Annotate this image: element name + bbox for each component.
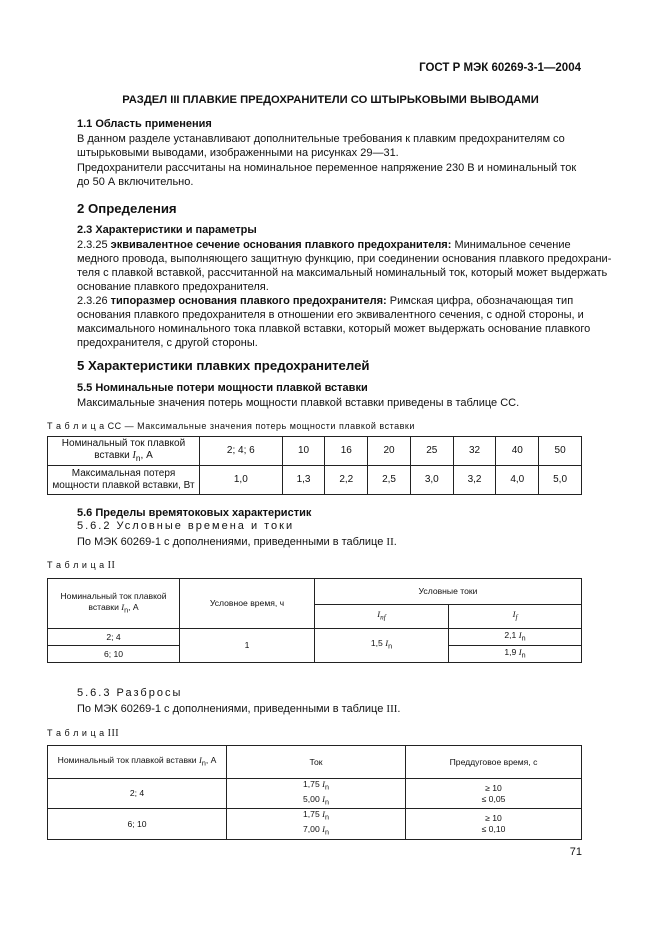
table-cell: 1,3: [282, 466, 325, 495]
table-cell: [449, 646, 582, 663]
definition-number: 2.3.25: [77, 239, 108, 251]
cell-text: , А: [128, 601, 139, 612]
cell-text: Номинальный ток плавкой: [60, 590, 167, 601]
heading-2: 2 Определения: [77, 201, 177, 216]
definition-2-3-25: [77, 238, 571, 252]
cell-text: , А: [205, 754, 217, 765]
definition-line: основание плавкого предохранителя.: [77, 281, 269, 293]
table-cell: [48, 437, 200, 466]
table-cell: 20: [368, 437, 411, 466]
para-1-1-line2: штырьковыми выводами, изображенными на рисунках 29—31.: [77, 147, 399, 159]
table-cell: Условное время, ч: [180, 579, 315, 629]
table-iii: [47, 745, 582, 840]
cell-text: ≤ 0,05: [481, 793, 506, 804]
table-row: [48, 629, 582, 646]
table-cell: 40: [496, 437, 539, 466]
symbol: I: [322, 824, 325, 835]
table-cc-caption: Т а б л и ц а СС — Максимальные значения потерь мощности плавкой вставки: [47, 421, 415, 431]
para-1-1-line1: В данном разделе устанавливают дополнительные требования к плавким предохранителям со: [77, 133, 565, 145]
heading-5-6-2: 5.6.2 Условные времена и токи: [77, 520, 295, 532]
symbol-sub: nf: [380, 613, 386, 622]
symbol-sub: n: [325, 783, 329, 792]
symbol: I: [518, 646, 522, 657]
table-cell: [315, 629, 449, 663]
symbol: I: [518, 629, 522, 640]
symbol: I: [377, 609, 381, 620]
table-row: [48, 437, 582, 466]
para-text: По МЭК 60269-1 с дополнениями, приведенными в таблице: [77, 703, 387, 715]
symbol: I: [322, 809, 325, 820]
table-cell: Ток: [227, 746, 406, 779]
symbol: I: [385, 638, 389, 649]
para-1-1-line4: до 50 А включительно.: [77, 176, 194, 188]
table-cell: 2,2: [325, 466, 368, 495]
cell-text: Номинальный ток плавкой вставки: [57, 754, 199, 765]
table-cell: 16: [325, 437, 368, 466]
cell-text: Максимальная потеря: [71, 468, 176, 479]
table-cell: [315, 605, 449, 629]
definition-line: основания плавкого предохранителя в отношении его эквивалентного сечения, с одной стороны, и: [77, 309, 584, 321]
para-5-5: Максимальные значения потерь мощности плавкой вставки приведены в таблице СС.: [77, 397, 520, 409]
symbol-sub: n: [201, 759, 206, 768]
definition-2-3-26: [77, 294, 573, 308]
cell-text: ≤ 0,10: [481, 824, 506, 835]
symbol-sub: n: [388, 642, 393, 651]
symbol-sub: n: [521, 634, 526, 643]
symbol-sub: n: [521, 651, 526, 660]
table-cell: 25: [410, 437, 453, 466]
definition-number: 2.3.26: [77, 295, 108, 307]
page-number: 71: [569, 846, 582, 858]
cell-text: [227, 794, 405, 809]
section-title: РАЗДЕЛ III ПЛАВКИЕ ПРЕДОХРАНИТЕЛИ СО ШТЫРЬКОВЫМИ ВЫВОДАМИ: [122, 94, 539, 106]
table-cell: 2,5: [368, 466, 411, 495]
table-cell: 50: [539, 437, 582, 466]
table-cell: [48, 466, 200, 495]
table-row: [48, 466, 582, 495]
table-cell: 1,0: [200, 466, 283, 495]
caption-text: Т а б л и ц а: [47, 728, 108, 738]
symbol-sub: n: [325, 798, 329, 807]
table-cell: 5,0: [539, 466, 582, 495]
table-ii-caption: [47, 560, 115, 571]
cell-text: [48, 602, 179, 617]
cell-text: ≥ 10: [485, 813, 502, 824]
table-cell: 2; 4: [48, 629, 180, 646]
table-cell: Условные токи: [315, 579, 582, 605]
table-cell: 3,2: [453, 466, 496, 495]
symbol: I: [132, 450, 136, 461]
cell-text: [48, 450, 199, 464]
table-cc: [47, 436, 582, 495]
cell-text: 1,5: [370, 638, 386, 649]
definition-term: типоразмер основания плавкого предохранителя:: [110, 295, 387, 307]
roman-number: III: [107, 728, 120, 739]
roman-number: II: [386, 536, 394, 548]
cell-text: мощности плавкой вставки, Вт: [52, 480, 195, 491]
cell-text: 1,9: [504, 646, 519, 657]
definition-line: предохранителя, с другой стороны.: [77, 337, 258, 349]
table-cell: 3,0: [410, 466, 453, 495]
symbol-sub: f: [515, 613, 518, 622]
table-cell: [48, 579, 180, 629]
table-cell: [449, 605, 582, 629]
table-iii-caption: [47, 728, 119, 739]
table-row: [48, 746, 582, 779]
table-cell: [227, 809, 406, 839]
table-cell: 1: [180, 629, 315, 663]
cell-text: Номинальный ток плавкой: [61, 438, 186, 449]
table-cell: 10: [282, 437, 325, 466]
cell-text: 1,75: [303, 809, 323, 820]
table-cell: 4,0: [496, 466, 539, 495]
definition-text: Римская цифра, обозначающая тип: [389, 295, 574, 307]
table-cell: 2; 4: [48, 779, 227, 809]
roman-number: III: [386, 703, 398, 715]
table-cell: 6; 10: [48, 809, 227, 839]
definition-term: эквивалентное сечение основания плавкого предохранителя:: [110, 239, 452, 251]
para-5-6-3: По МЭК 60269-1 с дополнениями, приведенными в таблице III.: [77, 703, 401, 715]
table-row: [48, 579, 582, 605]
roman-number: II: [107, 560, 116, 571]
table-cell: Преддуговое время, с: [406, 746, 582, 779]
symbol-sub: n: [325, 814, 329, 823]
para-1-1-line3: Предохранители рассчитаны на номинальное переменное напряжение 230 В и номинальный ток: [77, 162, 577, 174]
symbol: I: [322, 793, 325, 804]
heading-5: 5 Характеристики плавких предохранителей: [77, 358, 370, 373]
document-code: ГОСТ Р МЭК 60269-3-1—2004: [419, 62, 581, 74]
cell-text: [227, 809, 405, 824]
cell-text: , А: [140, 450, 153, 461]
heading-5-6-3: 5.6.3 Разбросы: [77, 687, 183, 699]
table-ii: [47, 578, 582, 663]
symbol-sub: n: [124, 606, 129, 615]
table-cell: [449, 629, 582, 646]
cell-text: вставки: [94, 450, 133, 461]
symbol-sub: n: [325, 828, 329, 837]
heading-2-3: 2.3 Характеристики и параметры: [77, 224, 257, 236]
definition-text: Минимальное сечение: [454, 239, 571, 251]
para-5-6-2: По МЭК 60269-1 с дополнениями, приведенными в таблице II.: [77, 536, 397, 548]
table-cell: 2; 4; 6: [200, 437, 283, 466]
table-cell: [48, 746, 227, 779]
heading-5-5: 5.5 Номинальные потери мощности плавкой вставки: [77, 382, 368, 394]
definition-line: максимального номинального тока плавкой вставки, который может выдержать основание плавкого: [77, 323, 591, 335]
cell-text: [227, 824, 405, 839]
cell-text: 7,00: [303, 824, 323, 835]
symbol: I: [512, 609, 516, 620]
table-cell: 6; 10: [48, 646, 180, 663]
table-row: [48, 809, 582, 839]
symbol: I: [121, 601, 125, 612]
heading-1-1: 1.1 Область применения: [77, 118, 212, 130]
para-text: По МЭК 60269-1 с дополнениями, приведенными в таблице: [77, 536, 387, 548]
symbol: I: [198, 754, 202, 765]
table-cell: [406, 779, 582, 809]
cell-text: [227, 779, 405, 794]
cell-text: вставки: [88, 601, 122, 612]
symbol-sub: n: [135, 453, 141, 463]
heading-5-6: 5.6 Пределы времятоковых характеристик: [77, 507, 312, 519]
table-cell: [406, 809, 582, 839]
symbol: I: [322, 779, 325, 789]
table-cell: 32: [453, 437, 496, 466]
definition-line: теля с плавкой вставкой, рассчитанной на максимальный номинальный ток, который может выдержать: [77, 267, 608, 279]
cell-text: ≥ 10: [485, 782, 502, 793]
cell-text: 5,00: [303, 793, 323, 804]
table-row: [48, 779, 582, 809]
caption-text: Т а б л и ц а: [47, 560, 108, 570]
cell-text: 2,1: [504, 629, 519, 640]
table-cell: [227, 779, 406, 809]
definition-line: медного провода, выполняющего защитную функцию, при соединении основания плавкого предохрани-: [77, 253, 612, 265]
cell-text: 1,75: [303, 779, 323, 789]
